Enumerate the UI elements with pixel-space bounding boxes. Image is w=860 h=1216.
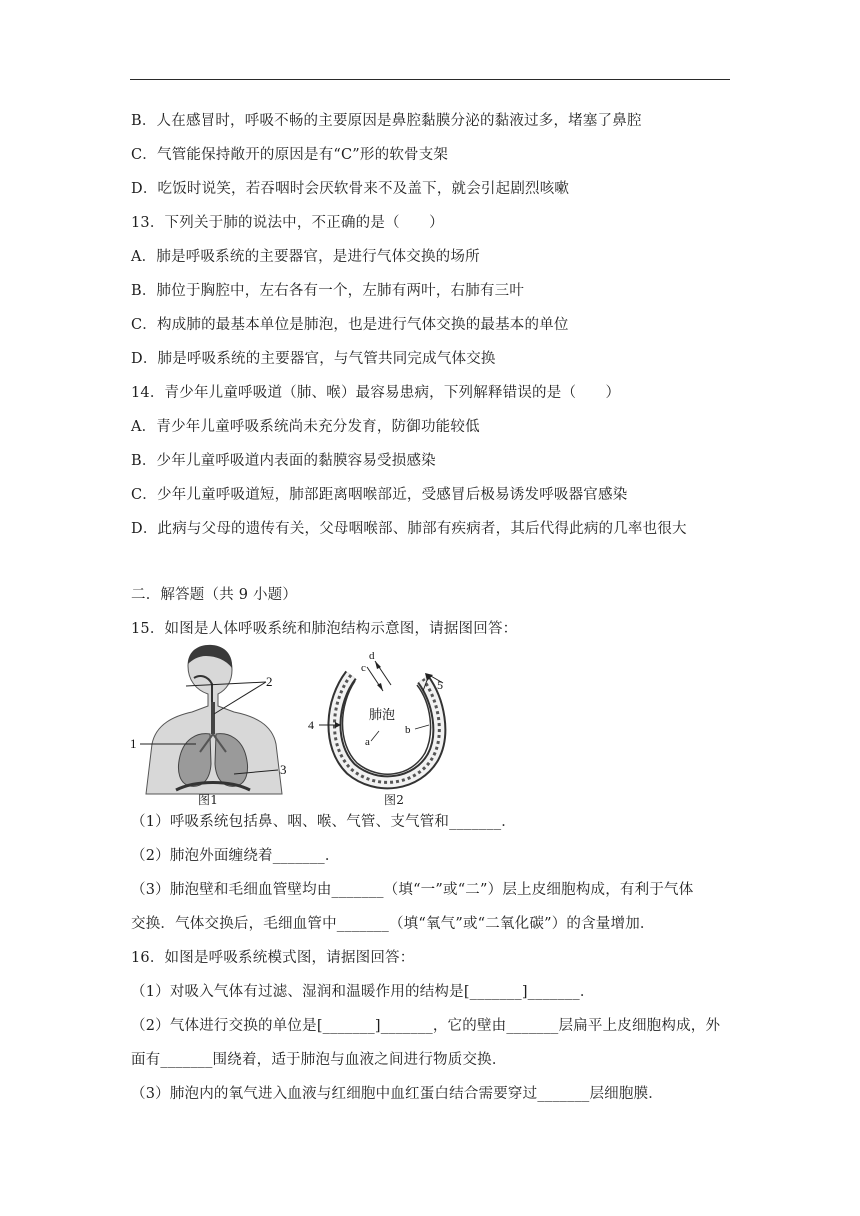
section-heading: 二．解答题（共 9 小题） — [131, 587, 298, 603]
option-13d: D．肺是呼吸系统的主要器官，与气管共同完成气体交换 — [131, 351, 496, 367]
option-13c: C．构成肺的最基本单位是肺泡，也是进行气体交换的最基本的单位 — [131, 317, 569, 333]
figure2-label-b: b — [405, 724, 411, 736]
question-15-part-3: （3）肺泡壁和毛细血管壁均由_______（填“一”或“二”）层上皮细胞构成，有利于气体 — [131, 882, 694, 898]
figure2-label-5: 5 — [437, 678, 443, 692]
option-12d: D．吃饭时说笑，若吞咽时会厌软骨来不及盖下，就会引起剧烈咳嗽 — [131, 181, 570, 197]
question-15-part-3-cont: 交换．气体交换后，毛细血管中_______（填“氧气”或“二氧化碳”）的含量增加． — [131, 916, 655, 932]
question-16-part-1: （1）对吸入气体有过滤、湿润和温暖作用的结构是[_______]_______． — [131, 984, 595, 1000]
option-12b: B．人在感冒时，呼吸不畅的主要原因是鼻腔黏膜分泌的黏液过多，堵塞了鼻腔 — [131, 113, 642, 129]
question-15: 15．如图是人体呼吸系统和肺泡结构示意图，请据图回答： — [131, 621, 518, 637]
figure2-label-d: d — [369, 650, 375, 662]
question-14: 14．青少年儿童呼吸道（肺、喉）最容易患病，下列解释错误的是（ ） — [131, 385, 621, 401]
option-14b: B．少年儿童呼吸道内表面的黏膜容易受损感染 — [131, 453, 436, 469]
figure2-label-c: c — [361, 662, 366, 674]
figure1-label-1: 1 — [130, 736, 137, 751]
question-16: 16．如图是呼吸系统模式图，请据图回答： — [131, 950, 415, 966]
option-13a: A．肺是呼吸系统的主要器官，是进行气体交换的场所 — [131, 249, 480, 265]
option-13b: B．肺位于胸腔中，左右各有一个，左肺有两叶，右肺有三叶 — [131, 283, 525, 299]
question-15-part-1: （1）呼吸系统包括鼻、咽、喉、气管、支气管和_______． — [131, 814, 516, 830]
option-14c: C．少年儿童呼吸道短，肺部距离咽喉部近，受感冒后极易诱发呼吸器官感染 — [131, 487, 628, 503]
alveolus-figure — [305, 645, 465, 795]
option-14a: A．青少年儿童呼吸系统尚未充分发育，防御功能较低 — [131, 419, 480, 435]
option-14d: D．此病与父母的遗传有关，父母咽喉部、肺部有疾病者，其后代得此病的几率也很大 — [131, 521, 687, 537]
figure1-caption: 图1 — [198, 793, 219, 807]
question-15-part-2: （2）肺泡外面缠绕着_______． — [131, 848, 340, 864]
respiratory-system-figure — [126, 644, 306, 809]
figure2-center-label: 肺泡 — [369, 707, 396, 722]
figure2-label-4: 4 — [308, 718, 314, 732]
figure1-label-2: 2 — [266, 674, 273, 689]
question-13: 13．下列关于肺的说法中，不正确的是（ ） — [131, 215, 444, 231]
figure1-label-3: 3 — [280, 762, 287, 777]
question-16-part-3: （3）肺泡内的氧气进入血液与红细胞中血红蛋白结合需要穿过_______层细胞膜． — [131, 1086, 663, 1102]
figure2-caption: 图2 — [384, 793, 405, 807]
option-12c: C．气管能保持敞开的原因是有“C”形的软骨支架 — [131, 147, 449, 163]
header-rule — [130, 79, 730, 80]
question-16-part-2-cont: 面有_______围绕着，适于肺泡与血液之间进行物质交换． — [131, 1052, 507, 1068]
figure2-label-a: a — [365, 736, 370, 748]
question-16-part-2: （2）气体进行交换的单位是[_______]_______，它的壁由_______层扁平上皮细胞构成，外 — [131, 1018, 721, 1034]
